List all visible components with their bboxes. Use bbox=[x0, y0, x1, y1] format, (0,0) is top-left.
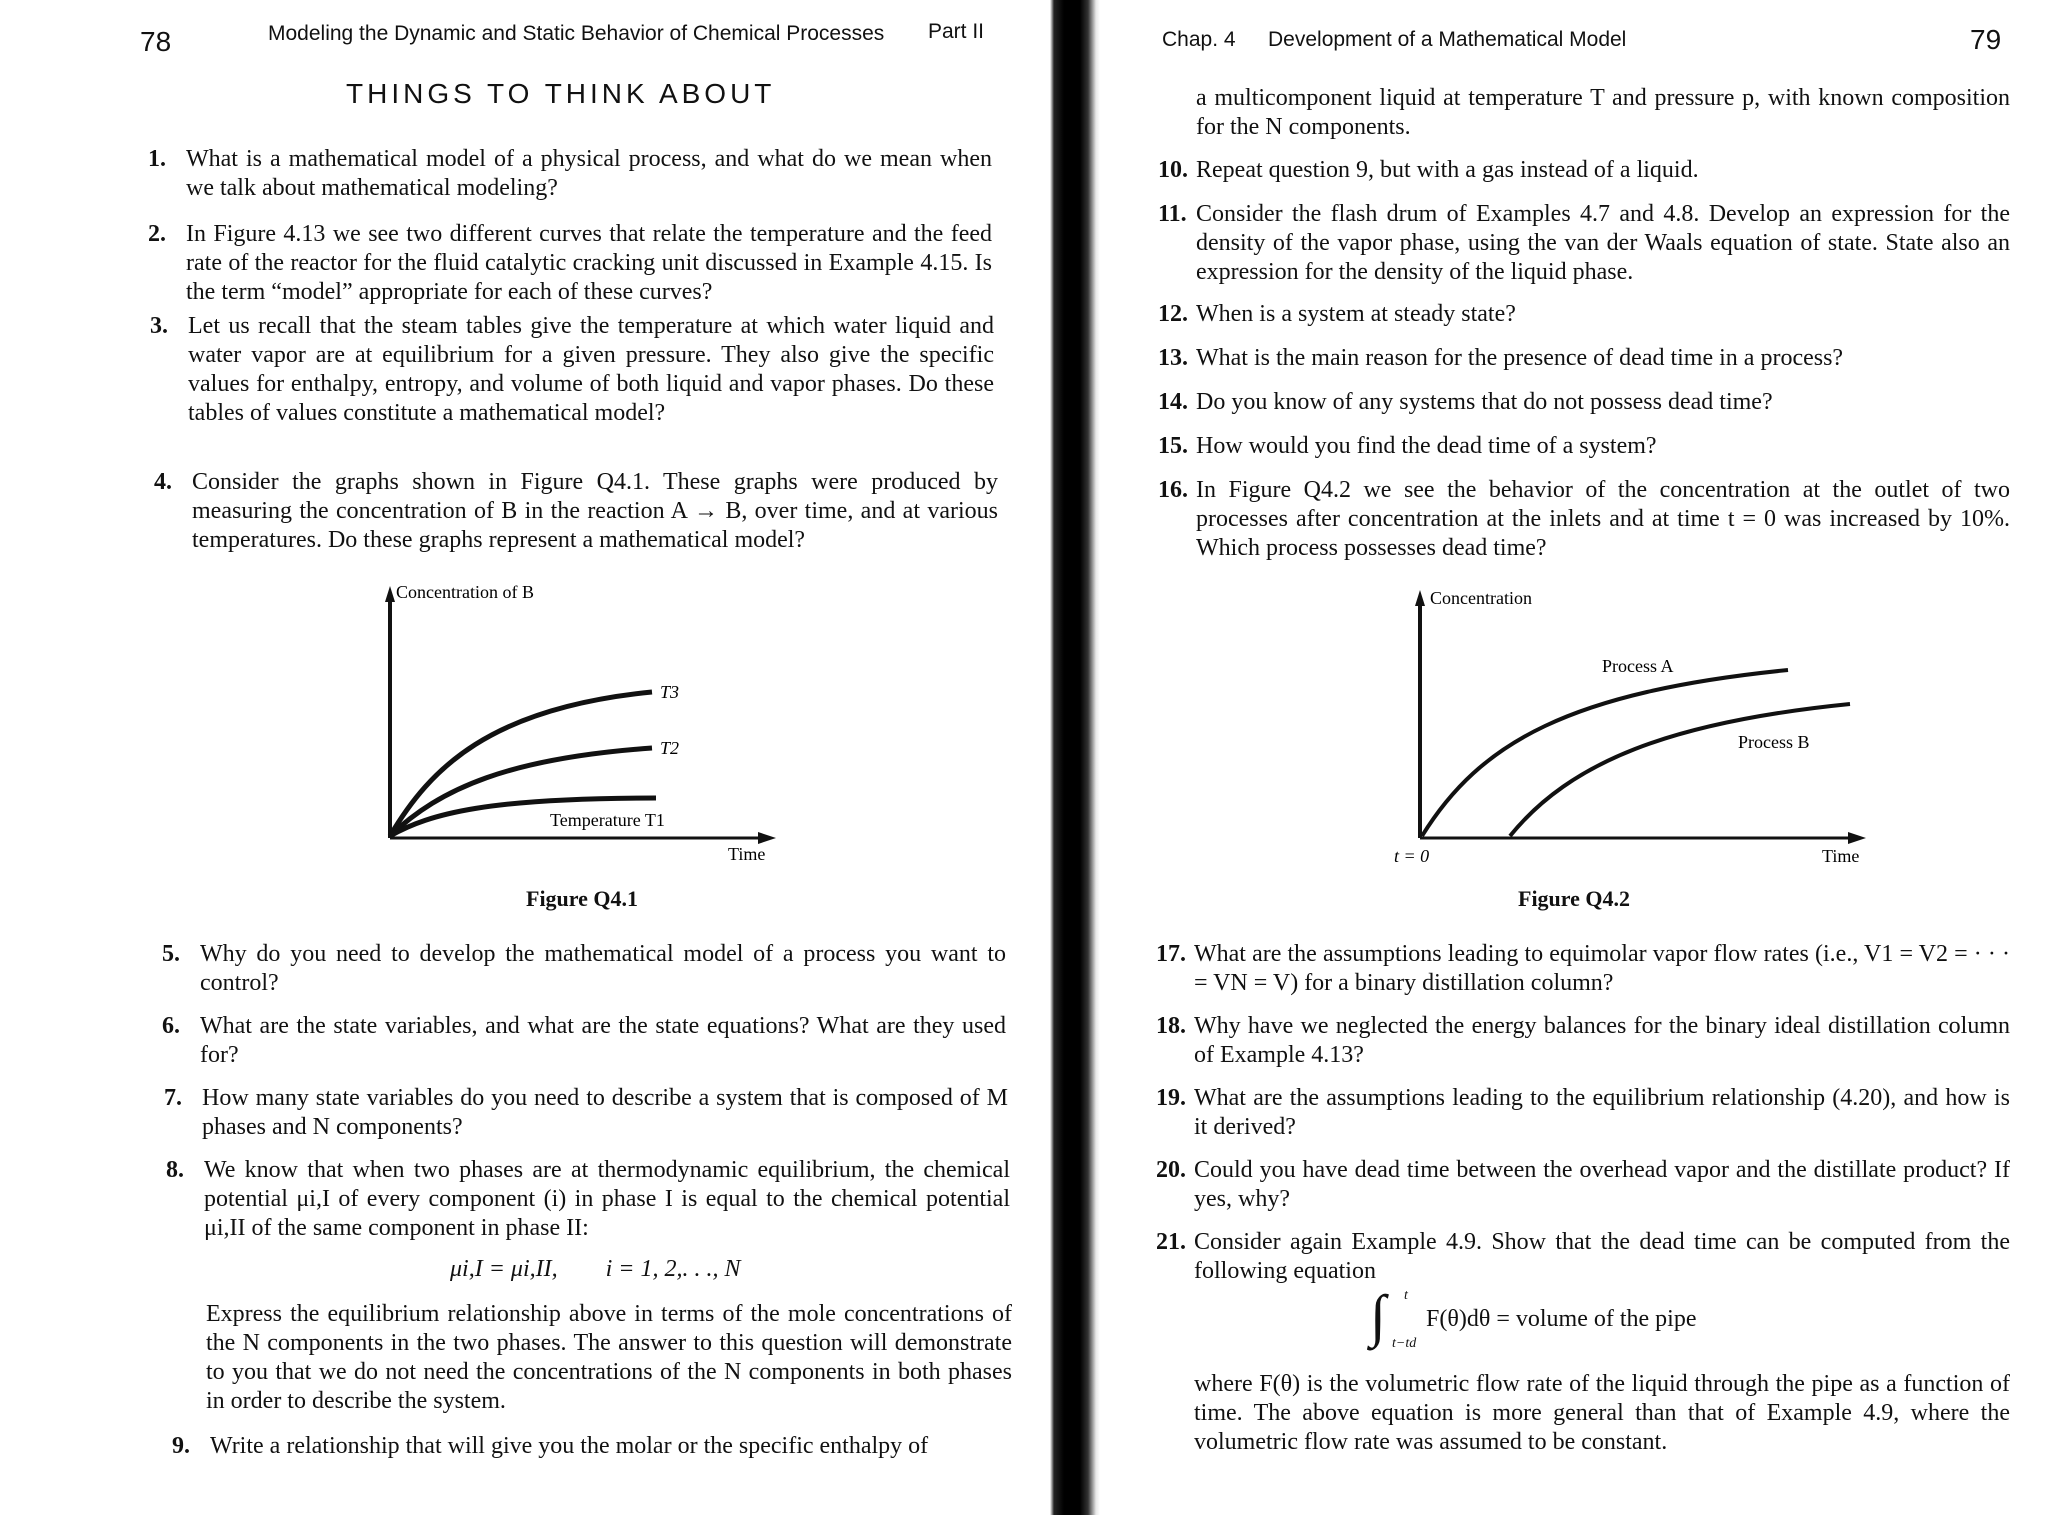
y-axis-label: Concentration of B bbox=[396, 582, 534, 602]
curve-label-process-a: Process A bbox=[1602, 656, 1674, 676]
question-9 bbox=[172, 1432, 1016, 1461]
integral-sign: ∫ bbox=[1370, 1283, 1386, 1348]
figure-caption: Figure Q4.2 bbox=[1518, 886, 1631, 911]
question-number: 14. bbox=[1158, 389, 1188, 415]
x-axis-label: Time bbox=[1822, 846, 1860, 866]
y-axis-label: Concentration bbox=[1430, 588, 1532, 608]
page-number: 78 bbox=[140, 26, 172, 57]
question-text: When is a system at steady state? bbox=[1196, 301, 1516, 327]
question-number: 20. bbox=[1156, 1157, 1186, 1183]
question-number: 3. bbox=[150, 313, 168, 339]
integral-upper-limit: t bbox=[1404, 1288, 1408, 1303]
question-number: 10. bbox=[1158, 157, 1188, 183]
equation-q21 bbox=[1370, 1283, 1790, 1358]
question-2 bbox=[148, 220, 992, 307]
question-text: Let us recall that the steam tables give the temperature at which water liquid and water vapor are at equilibrium for a given pressure. They also give the specific values for enthalpy, entropy, and volume of both liquid and vapor phases. Do these tables of values constitute a mathematical model? bbox=[188, 313, 994, 426]
question-19 bbox=[1156, 1084, 2010, 1142]
curve-process-b bbox=[1510, 704, 1850, 836]
chapter-label: Chap. 4 bbox=[1162, 28, 1236, 51]
question-text: Repeat question 9, but with a gas instead of a liquid. bbox=[1196, 157, 1699, 183]
question-text: Consider again Example 4.9. Show that the dead time can be computed from the following equation bbox=[1194, 1229, 2010, 1284]
question-text: Why do you need to develop the mathematical model of a process you want to control? bbox=[200, 941, 1006, 996]
question-text: Could you have dead time between the overhead vapor and the distillate product? If yes, why? bbox=[1194, 1157, 2010, 1212]
x-axis-label: Time bbox=[728, 844, 766, 864]
question-number: 1. bbox=[148, 146, 166, 172]
curve-process-a bbox=[1422, 670, 1788, 836]
question-17 bbox=[1156, 940, 2010, 998]
integral-lower-limit: t−td bbox=[1392, 1336, 1417, 1351]
question-number: 9. bbox=[172, 1433, 190, 1459]
question-text: where F(θ) is the volumetric flow rate of the liquid through the pipe as a function of time. The above equation is more general than that of Example 4.9, where the volumetric flow rate was assumed to be constant. bbox=[1194, 1371, 2010, 1455]
question-number: 6. bbox=[162, 1013, 180, 1039]
question-12 bbox=[1158, 300, 2010, 329]
question-20 bbox=[1156, 1156, 2010, 1214]
question-number: 2. bbox=[148, 221, 166, 247]
figure-q4-2-graph bbox=[1370, 582, 1870, 872]
question-5 bbox=[162, 940, 1006, 998]
question-text: What is the main reason for the presence of dead time in a process? bbox=[1196, 345, 1844, 371]
question-10 bbox=[1158, 156, 2010, 185]
question-text: In Figure Q4.2 we see the behavior of the concentration at the outlet of two processes after concentration at the inlets and at time t = 0 was increased by 10%. Which process possesses dead time? bbox=[1196, 477, 2010, 561]
question-text: Write a relationship that will give you the molar or the specific enthalpy of bbox=[210, 1433, 929, 1459]
curve-label-t1: Temperature T1 bbox=[550, 810, 665, 830]
question-text: How many state variables do you need to describe a system that is composed of M phases and N components? bbox=[202, 1085, 1008, 1140]
question-text: What are the assumptions leading to the equilibrium relationship (4.20), and how is it derived? bbox=[1194, 1085, 2010, 1140]
question-text: What is a mathematical model of a physical process, and what do we mean when we talk about mathematical modeling? bbox=[186, 146, 992, 201]
question-text: Do you know of any systems that do not possess dead time? bbox=[1196, 389, 1773, 415]
x-axis-arrow bbox=[1848, 832, 1866, 844]
question-number: 21. bbox=[1156, 1229, 1186, 1255]
page-number: 79 bbox=[1970, 24, 2002, 55]
question-text: In Figure 4.13 we see two different curves that relate the temperature and the feed rate of the reactor for the fluid catalytic cracking unit discussed in Example 4.15. Is the term “model” appropriate for each of these curves? bbox=[186, 221, 992, 305]
question-text: We know that when two phases are at thermodynamic equilibrium, the chemical potential μi,I of every component (i) in phase I is equal to the chemical potential μi,II of the same component in phase II: bbox=[204, 1157, 1010, 1241]
running-head: Modeling the Dynamic and Static Behavior of Chemical Processes bbox=[268, 22, 885, 45]
question-text: Express the equilibrium relationship above in terms of the mole concentrations of the N components in the two phases. The answer to this question will demonstrate to you that we do not need the concentrations of the N components in both phases in order to describe the system. bbox=[206, 1301, 1012, 1414]
curve-label-t2: T2 bbox=[660, 738, 680, 758]
equation-q8: μi,I = μi,II, i = 1, 2,. . ., N bbox=[450, 1256, 741, 1282]
figure-caption: Figure Q4.1 bbox=[526, 886, 639, 911]
figure-q4-1 bbox=[360, 578, 800, 873]
equation-body: F(θ)dθ = volume of the pipe bbox=[1426, 1306, 1697, 1332]
question-8 bbox=[166, 1156, 1010, 1243]
question-21 bbox=[1156, 1228, 2010, 1286]
question-4 bbox=[154, 468, 998, 555]
question-text: Why have we neglected the energy balances for the binary ideal distillation column of Example 4.13? bbox=[1194, 1013, 2010, 1068]
question-number: 16. bbox=[1158, 477, 1188, 503]
question-3 bbox=[150, 312, 994, 428]
question-number: 4. bbox=[154, 469, 172, 495]
question-6 bbox=[162, 1012, 1006, 1070]
question-number: 8. bbox=[166, 1157, 184, 1183]
question-number: 15. bbox=[1158, 433, 1188, 459]
question-16 bbox=[1158, 476, 2010, 563]
right-page bbox=[1100, 0, 2048, 1515]
question-text: What are the state variables, and what are the state equations? What are they used for? bbox=[200, 1013, 1006, 1068]
question-9-continuation bbox=[1196, 84, 2010, 142]
question-number: 18. bbox=[1156, 1013, 1186, 1039]
curve-label-process-b: Process B bbox=[1738, 732, 1810, 752]
section-heading: THINGS TO THINK ABOUT bbox=[346, 78, 776, 109]
question-text: How would you find the dead time of a system? bbox=[1196, 433, 1657, 459]
question-number: 17. bbox=[1156, 941, 1186, 967]
question-21-continuation bbox=[1194, 1370, 2010, 1457]
question-15 bbox=[1158, 432, 2010, 461]
x-axis-arrow bbox=[758, 832, 776, 844]
question-text: Consider the flash drum of Examples 4.7 and 4.8. Develop an expression for the density of the vapor phase, using the van der Waals equation of state. State also an expression for the density of the liquid phase. bbox=[1196, 201, 2010, 285]
question-7 bbox=[164, 1084, 1008, 1142]
question-11 bbox=[1158, 200, 2010, 287]
curve-label-t3: T3 bbox=[660, 682, 680, 702]
question-number: 5. bbox=[162, 941, 180, 967]
question-text: What are the assumptions leading to equimolar vapor flow rates (i.e., V1 = V2 = · · · = VN = V) for a binary distillation column? bbox=[1194, 941, 2010, 996]
part-label: Part II bbox=[928, 20, 985, 43]
question-number: 11. bbox=[1158, 201, 1187, 227]
question-8-continuation bbox=[206, 1300, 1012, 1416]
book-gutter bbox=[1040, 0, 1100, 1515]
question-number: 12. bbox=[1158, 301, 1188, 327]
question-1 bbox=[148, 145, 992, 203]
running-head: Development of a Mathematical Model bbox=[1268, 28, 1627, 51]
origin-label: t = 0 bbox=[1394, 846, 1430, 866]
question-text: Consider the graphs shown in Figure Q4.1. These graphs were produced by measuring the concentration of B in the reaction A → B, over time, and at various temperatures. Do these graphs represent a mathematical model? bbox=[192, 469, 998, 553]
question-number: 13. bbox=[1158, 345, 1188, 371]
figure-q4-2 bbox=[1370, 582, 1870, 877]
question-text: a multicomponent liquid at temperature T and pressure p, with known composition for the N components. bbox=[1196, 85, 2010, 140]
question-14 bbox=[1158, 388, 2010, 417]
question-13 bbox=[1158, 344, 2010, 373]
figure-q4-1-graph bbox=[360, 578, 800, 868]
question-number: 19. bbox=[1156, 1085, 1186, 1111]
question-number: 7. bbox=[164, 1085, 182, 1111]
question-18 bbox=[1156, 1012, 2010, 1070]
